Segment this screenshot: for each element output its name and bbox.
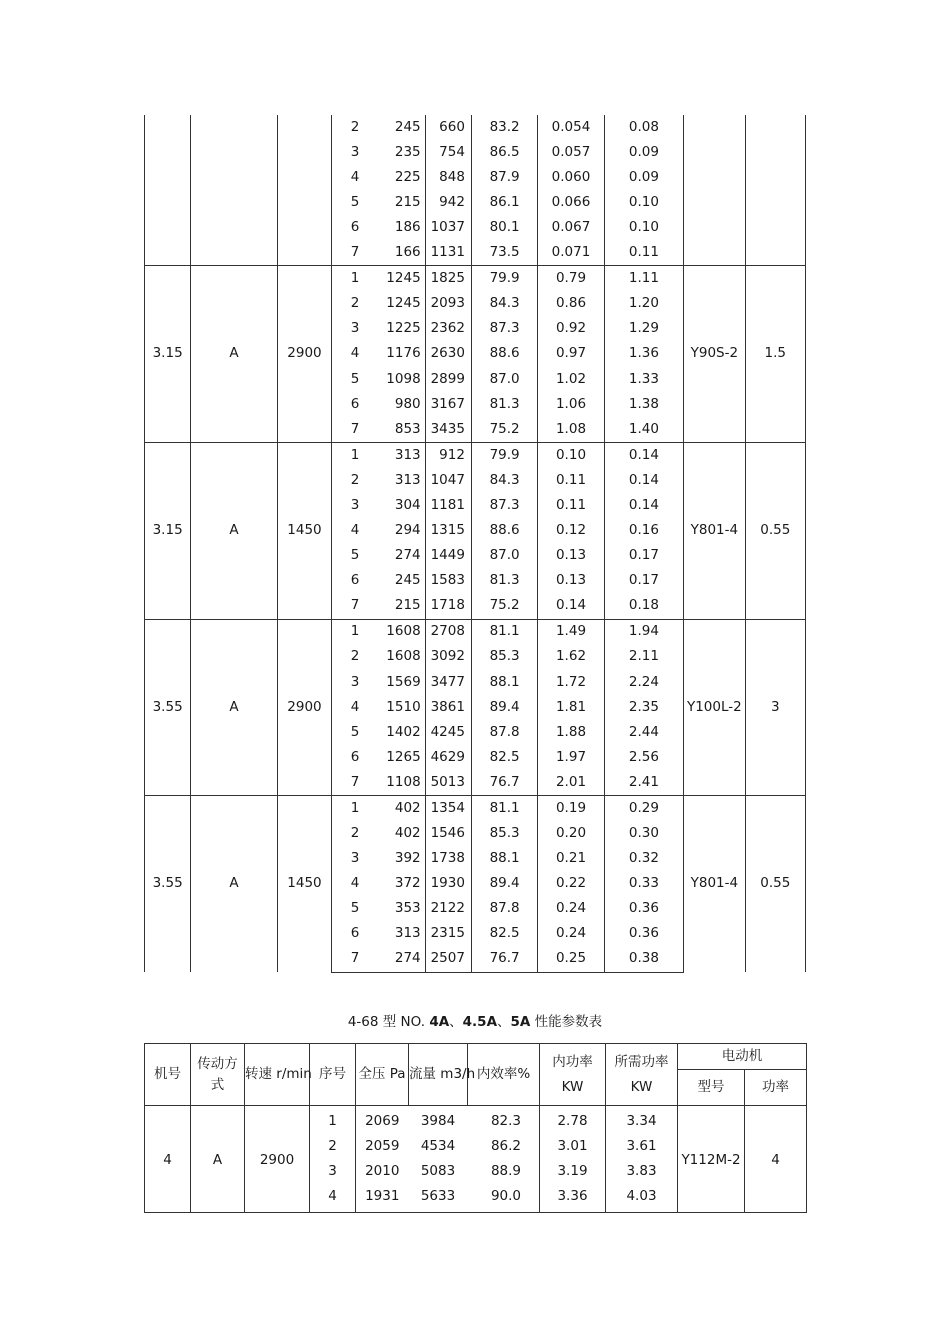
table-row: [145, 266, 806, 292]
efficiency-cell: 76.7: [471, 947, 537, 973]
efficiency-cell: 79.9: [471, 443, 537, 469]
seq-cell: 4: [332, 518, 378, 543]
seq-cell: 4: [332, 695, 378, 720]
required-power-cell: 4.03: [606, 1184, 678, 1213]
header-efficiency: 内效率%: [468, 1044, 540, 1106]
pressure-cell: 353: [378, 896, 425, 921]
required-power-cell: 2.35: [604, 695, 683, 720]
inner-power-cell: 0.066: [538, 190, 604, 215]
efficiency-cell: 81.1: [471, 796, 537, 822]
required-power-cell: 2.24: [604, 670, 683, 695]
seq-cell: 5: [332, 896, 378, 921]
seq-cell: 3: [332, 140, 378, 165]
efficiency-cell: 81.3: [471, 392, 537, 417]
efficiency-cell: 82.5: [471, 922, 537, 947]
efficiency-cell: 89.4: [471, 695, 537, 720]
seq-cell: 5: [332, 543, 378, 568]
efficiency-cell: 87.8: [471, 896, 537, 921]
flow-cell: 912: [425, 443, 471, 469]
seq-cell: 7: [332, 947, 378, 973]
required-power-cell: 3.61: [606, 1134, 678, 1159]
seq-cell: 3: [310, 1159, 356, 1184]
pressure-cell: 215: [378, 190, 425, 215]
efficiency-cell: 88.9: [468, 1159, 540, 1184]
required-power-cell: 0.38: [604, 947, 683, 973]
drive-cell: A: [191, 1106, 245, 1213]
seq-cell: 2: [310, 1134, 356, 1159]
pressure-cell: 225: [378, 165, 425, 190]
flow-cell: 2630: [425, 342, 471, 367]
drive-cell: A: [191, 796, 278, 973]
machine-no-cell: 4: [145, 1106, 191, 1213]
required-power-cell: 1.38: [604, 392, 683, 417]
seq-cell: 7: [332, 593, 378, 619]
flow-cell: 660: [425, 115, 471, 140]
table-row: [145, 619, 806, 645]
seq-cell: 2: [332, 115, 378, 140]
seq-cell: 2: [332, 645, 378, 670]
motor-model-cell: Y801-4: [684, 443, 745, 620]
pressure-cell: 2059: [356, 1134, 409, 1159]
required-power-cell: 0.17: [604, 568, 683, 593]
seq-cell: 6: [332, 215, 378, 240]
flow-cell: 1047: [425, 468, 471, 493]
performance-table-4a: [144, 1043, 807, 1213]
inner-power-cell: 1.08: [538, 417, 604, 443]
required-power-cell: 1.11: [604, 266, 683, 292]
efficiency-cell: 85.3: [471, 821, 537, 846]
inner-power-cell: 2.78: [540, 1106, 606, 1135]
efficiency-cell: 83.2: [471, 115, 537, 140]
header-machine-no: 机号: [145, 1044, 191, 1106]
pressure-cell: 1245: [378, 292, 425, 317]
inner-power-cell: 0.12: [538, 518, 604, 543]
inner-power-cell: 0.21: [538, 846, 604, 871]
required-power-cell: 2.41: [604, 770, 683, 796]
required-power-cell: 2.56: [604, 745, 683, 770]
seq-cell: 4: [332, 342, 378, 367]
inner-power-cell: 1.02: [538, 367, 604, 392]
flow-cell: 3435: [425, 417, 471, 443]
flow-cell: 2362: [425, 317, 471, 342]
required-power-cell: 3.83: [606, 1159, 678, 1184]
flow-cell: 2899: [425, 367, 471, 392]
drive-cell: A: [191, 266, 278, 443]
flow-cell: 1181: [425, 493, 471, 518]
header-speed: 转速 r/min: [245, 1044, 310, 1106]
flow-cell: 4534: [420, 1137, 456, 1154]
flow-cell: 1354: [425, 796, 471, 822]
header-required-power-unit: KW: [630, 1078, 653, 1095]
inner-power-cell: 0.11: [538, 493, 604, 518]
speed-cell: 2900: [277, 266, 331, 443]
required-power-cell: 0.17: [604, 543, 683, 568]
pressure-cell: 245: [378, 568, 425, 593]
required-power-cell: 0.30: [604, 821, 683, 846]
header-flow: 流量 m3/h: [409, 1044, 468, 1106]
flow-cell: 1131: [425, 240, 471, 266]
flow-cell: 1449: [425, 543, 471, 568]
pressure-cell: 853: [378, 417, 425, 443]
motor-model-cell: Y112M-2: [678, 1106, 745, 1213]
flow-cell: 1825: [425, 266, 471, 292]
pressure-cell: 313: [378, 443, 425, 469]
seq-cell: 3: [332, 493, 378, 518]
flow-cell: 2507: [425, 947, 471, 973]
flow-cell: 3477: [425, 670, 471, 695]
pressure-cell: 372: [378, 871, 425, 896]
seq-cell: 1: [310, 1106, 356, 1135]
pressure-cell: 1402: [378, 720, 425, 745]
pressure-cell: 245: [378, 115, 425, 140]
drive-cell: A: [191, 443, 278, 620]
inner-power-cell: 0.060: [538, 165, 604, 190]
efficiency-cell: 87.3: [471, 317, 537, 342]
efficiency-cell: 88.1: [471, 846, 537, 871]
efficiency-cell: 86.5: [471, 140, 537, 165]
inner-power-cell: 0.19: [538, 796, 604, 822]
efficiency-cell: 81.1: [471, 619, 537, 645]
motor-power-cell: 0.55: [745, 443, 805, 620]
motor-power-cell: 1.5: [745, 266, 805, 443]
inner-power-cell: 3.19: [540, 1159, 606, 1184]
required-power-cell: 0.33: [604, 871, 683, 896]
pressure-cell: 1265: [378, 745, 425, 770]
required-power-cell: 0.29: [604, 796, 683, 822]
seq-cell: 2: [332, 468, 378, 493]
inner-power-cell: 0.067: [538, 215, 604, 240]
required-power-cell: 0.08: [604, 115, 683, 140]
inner-power-cell: 1.49: [538, 619, 604, 645]
required-power-cell: 0.18: [604, 593, 683, 619]
inner-power-cell: 0.24: [538, 896, 604, 921]
efficiency-cell: 87.0: [471, 367, 537, 392]
header-motor: 电动机: [678, 1044, 807, 1070]
pressure-cell: 2069: [356, 1106, 409, 1135]
inner-power-cell: 0.92: [538, 317, 604, 342]
inner-power-cell: 0.25: [538, 947, 604, 973]
group-drive-cell: [191, 115, 278, 266]
inner-power-cell: 0.86: [538, 292, 604, 317]
inner-power-cell: 2.01: [538, 770, 604, 796]
inner-power-cell: 0.13: [538, 543, 604, 568]
flow-cell: 942: [425, 190, 471, 215]
flow-cell: 3092: [425, 645, 471, 670]
required-power-cell: 0.09: [604, 140, 683, 165]
seq-cell: 4: [310, 1184, 356, 1213]
motor-power-cell: 4: [745, 1106, 807, 1213]
pressure-cell: 1225: [378, 317, 425, 342]
required-power-cell: 0.36: [604, 922, 683, 947]
inner-power-cell: 1.72: [538, 670, 604, 695]
flow-cell: 5013: [425, 770, 471, 796]
header-pressure: 全压 Pa: [356, 1044, 409, 1106]
pressure-cell: 1108: [378, 770, 425, 796]
efficiency-cell: 75.2: [471, 593, 537, 619]
flow-cell: 2315: [425, 922, 471, 947]
efficiency-cell: 86.2: [468, 1134, 540, 1159]
efficiency-cell: 82.3: [468, 1106, 540, 1135]
pressure-cell: 1931: [356, 1184, 409, 1213]
pressure-cell: 186: [378, 215, 425, 240]
efficiency-cell: 73.5: [471, 240, 537, 266]
seq-cell: 7: [332, 240, 378, 266]
flow-cell: 3984: [420, 1112, 456, 1129]
efficiency-cell: 79.9: [471, 266, 537, 292]
pressure-cell: 274: [378, 543, 425, 568]
efficiency-cell: 76.7: [471, 770, 537, 796]
table-row: [145, 1106, 807, 1135]
seq-cell: 6: [332, 392, 378, 417]
inner-power-cell: 3.36: [540, 1184, 606, 1213]
pressure-cell: 402: [378, 796, 425, 822]
seq-cell: 5: [332, 720, 378, 745]
inner-power-cell: 0.22: [538, 871, 604, 896]
seq-cell: 1: [332, 619, 378, 645]
motor-power-cell: 0.55: [745, 796, 805, 973]
seq-cell: 3: [332, 317, 378, 342]
required-power-cell: 0.14: [604, 493, 683, 518]
seq-cell: 7: [332, 770, 378, 796]
speed-cell: 2900: [277, 619, 331, 796]
flow-cell: 5633: [409, 1184, 468, 1213]
flow-cell: 1546: [425, 821, 471, 846]
inner-power-cell: 0.10: [538, 443, 604, 469]
inner-power-cell: 1.97: [538, 745, 604, 770]
inner-power-cell: 0.057: [538, 140, 604, 165]
flow-cell: 5083: [420, 1162, 456, 1179]
required-power-cell: 1.20: [604, 292, 683, 317]
flow-cell: 2122: [425, 896, 471, 921]
pressure-cell: 313: [378, 468, 425, 493]
machine-no-cell: 3.15: [145, 443, 191, 620]
speed-cell: 2900: [245, 1106, 310, 1213]
inner-power-cell: 0.13: [538, 568, 604, 593]
flow-cell: 4629: [425, 745, 471, 770]
pressure-cell: 294: [378, 518, 425, 543]
required-power-cell: 1.40: [604, 417, 683, 443]
pressure-cell: 274: [378, 947, 425, 973]
required-power-cell: 1.36: [604, 342, 683, 367]
efficiency-cell: 88.6: [471, 518, 537, 543]
efficiency-cell: 88.1: [471, 670, 537, 695]
inner-power-cell: 1.81: [538, 695, 604, 720]
pressure-cell: 1245: [378, 266, 425, 292]
motor-model-cell: Y801-4: [684, 796, 745, 973]
required-power-cell: 1.94: [604, 619, 683, 645]
flow-cell: 1583: [425, 568, 471, 593]
seq-cell: 4: [332, 165, 378, 190]
required-power-cell: 0.36: [604, 896, 683, 921]
seq-cell: 5: [332, 190, 378, 215]
required-power-cell: 0.32: [604, 846, 683, 871]
drive-cell: A: [191, 619, 278, 796]
seq-cell: 6: [332, 568, 378, 593]
machine-no-cell: 3.55: [145, 619, 191, 796]
pressure-cell: 166: [378, 240, 425, 266]
inner-power-cell: 3.01: [540, 1134, 606, 1159]
group-no-cell: [145, 115, 191, 266]
pressure-cell: 1569: [378, 670, 425, 695]
machine-no-cell: 3.55: [145, 796, 191, 973]
flow-cell: 1037: [425, 215, 471, 240]
header-inner-power-unit: KW: [561, 1078, 584, 1095]
inner-power-cell: 1.62: [538, 645, 604, 670]
flow-cell: 2093: [425, 292, 471, 317]
efficiency-cell: 90.0: [468, 1184, 540, 1213]
efficiency-cell: 89.4: [471, 871, 537, 896]
header-motor-power: 功率: [745, 1070, 807, 1106]
speed-cell: 1450: [277, 796, 331, 973]
efficiency-cell: 88.6: [471, 342, 537, 367]
required-power-cell: 2.11: [604, 645, 683, 670]
table-row: [145, 115, 806, 140]
header-required-power: [606, 1044, 678, 1106]
motor-model-cell: Y90S-2: [684, 266, 745, 443]
pressure-cell: 402: [378, 821, 425, 846]
motor-power-cell: 3: [745, 619, 805, 796]
efficiency-cell: 87.8: [471, 720, 537, 745]
seq-cell: 3: [332, 846, 378, 871]
flow-cell: 848: [425, 165, 471, 190]
performance-table-continued: [144, 115, 806, 973]
table-caption: 4-68 型 NO. 4A、4.5A、5A 性能参数表: [347, 1014, 603, 1030]
seq-cell: 7: [332, 417, 378, 443]
machine-no-cell: 3.15: [145, 266, 191, 443]
inner-power-cell: 0.20: [538, 821, 604, 846]
header-inner-power: [540, 1044, 606, 1106]
flow-cell: 754: [425, 140, 471, 165]
required-power-cell: 0.09: [604, 165, 683, 190]
inner-power-cell: 1.88: [538, 720, 604, 745]
flow-cell: 3167: [425, 392, 471, 417]
required-power-cell: 1.33: [604, 367, 683, 392]
header-seq: 序号: [310, 1044, 356, 1106]
efficiency-cell: 87.9: [471, 165, 537, 190]
inner-power-cell: 0.054: [538, 115, 604, 140]
group-speed-cell: [277, 115, 331, 266]
inner-power-cell: 0.24: [538, 922, 604, 947]
pressure-cell: 1608: [378, 645, 425, 670]
efficiency-cell: 87.3: [471, 493, 537, 518]
seq-cell: 5: [332, 367, 378, 392]
seq-cell: 1: [332, 443, 378, 469]
required-power-cell: 0.14: [604, 443, 683, 469]
flow-cell: 1718: [425, 593, 471, 619]
inner-power-cell: 0.97: [538, 342, 604, 367]
pressure-cell: 235: [378, 140, 425, 165]
pressure-cell: 2010: [356, 1159, 409, 1184]
table-row: [145, 443, 806, 469]
required-power-cell: 0.16: [604, 518, 683, 543]
inner-power-cell: 1.06: [538, 392, 604, 417]
efficiency-cell: 80.1: [471, 215, 537, 240]
pressure-cell: 980: [378, 392, 425, 417]
efficiency-cell: 84.3: [471, 292, 537, 317]
efficiency-cell: 85.3: [471, 645, 537, 670]
seq-cell: 2: [332, 821, 378, 846]
efficiency-cell: 75.2: [471, 417, 537, 443]
pressure-cell: 313: [378, 922, 425, 947]
seq-cell: 1: [332, 796, 378, 822]
required-power-cell: 0.10: [604, 190, 683, 215]
seq-cell: 1: [332, 266, 378, 292]
required-power-cell: 0.10: [604, 215, 683, 240]
required-power-cell: 0.14: [604, 468, 683, 493]
pressure-cell: 1176: [378, 342, 425, 367]
flow-cell: 1738: [425, 846, 471, 871]
header-required-power-label: 所需功率: [614, 1054, 669, 1071]
required-power-cell: 3.34: [606, 1106, 678, 1135]
required-power-cell: 0.11: [604, 240, 683, 266]
efficiency-cell: 82.5: [471, 745, 537, 770]
inner-power-cell: 0.071: [538, 240, 604, 266]
inner-power-cell: 0.11: [538, 468, 604, 493]
pressure-cell: 1510: [378, 695, 425, 720]
speed-cell: 1450: [277, 443, 331, 620]
pressure-cell: 392: [378, 846, 425, 871]
pressure-cell: 1608: [378, 619, 425, 645]
seq-cell: 6: [332, 922, 378, 947]
motor-model-cell: Y100L-2: [684, 619, 745, 796]
inner-power-cell: 0.79: [538, 266, 604, 292]
flow-cell: 3861: [425, 695, 471, 720]
header-motor-model: 型号: [678, 1070, 745, 1106]
header-drive: 传动方式: [191, 1044, 245, 1106]
efficiency-cell: 81.3: [471, 568, 537, 593]
flow-cell: 4245: [425, 720, 471, 745]
inner-power-cell: 0.14: [538, 593, 604, 619]
required-power-cell: 1.29: [604, 317, 683, 342]
flow-cell: 2708: [425, 619, 471, 645]
seq-cell: 3: [332, 670, 378, 695]
pressure-cell: 1098: [378, 367, 425, 392]
header-inner-power-label: 内功率: [552, 1054, 593, 1071]
motor-model-cell: [684, 115, 745, 266]
table-row: [145, 796, 806, 822]
efficiency-cell: 87.0: [471, 543, 537, 568]
efficiency-cell: 86.1: [471, 190, 537, 215]
flow-cell: 1930: [425, 871, 471, 896]
motor-power-cell: [745, 115, 805, 266]
efficiency-cell: 84.3: [471, 468, 537, 493]
required-power-cell: 2.44: [604, 720, 683, 745]
seq-cell: 4: [332, 871, 378, 896]
pressure-cell: 215: [378, 593, 425, 619]
flow-cell: 1315: [425, 518, 471, 543]
pressure-cell: 304: [378, 493, 425, 518]
seq-cell: 2: [332, 292, 378, 317]
seq-cell: 6: [332, 745, 378, 770]
